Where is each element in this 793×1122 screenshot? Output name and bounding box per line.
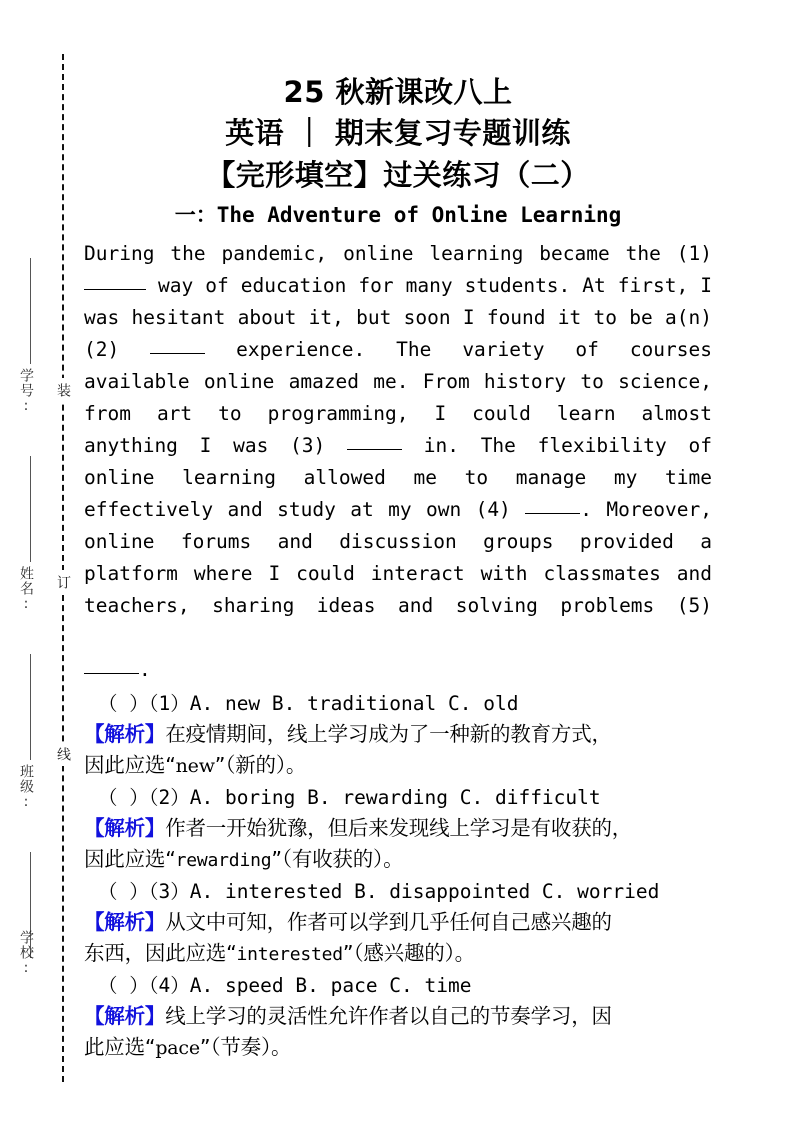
margin-label-student-id: 学号:	[18, 368, 34, 415]
question-prompt-1[interactable]: （ ）（1）A. new B. traditional C. old	[98, 692, 519, 715]
passage-segment-2: way of education for many students. At first, I was hesitant about it, but soon I found it to be a(n) (2)	[84, 274, 712, 361]
explanation-1-line-2	[84, 750, 712, 782]
explanation-text-1b: 因此应选“	[84, 753, 176, 777]
cloze-blank-1[interactable]	[84, 273, 146, 290]
cloze-blank-3[interactable]	[347, 433, 402, 450]
explanation-text-2a: 作者一开始犹豫，但后来发现线上学习是有收获的，	[165, 816, 633, 840]
explanation-text-2c: ”（有收获的）。	[271, 847, 404, 871]
margin-label-class: 班级:	[18, 764, 34, 811]
binding-char-ding: 订	[53, 570, 73, 594]
explanation-answer-3: interested	[236, 944, 343, 965]
passage-segment-1: During the pandemic, online learning became the (1)	[84, 242, 712, 265]
cloze-blank-5-line	[84, 654, 712, 686]
explanation-tag-1: 【解析】	[84, 722, 166, 746]
page-title-line-2: 英语 ｜ 期末复习专题训练	[225, 116, 571, 150]
explanation-2-line-1	[84, 813, 712, 844]
explanation-4-line-1	[84, 1001, 712, 1032]
binding-dashed-line	[62, 54, 64, 1082]
explanation-answer-2: rewarding	[175, 850, 272, 871]
worksheet-body	[84, 0, 712, 1064]
passage-segment-3: experience. The variety of courses available online amazed me. From history to science, from art to programming, I could learn almost anything I was (3)	[84, 338, 712, 457]
passage-segment-5: . Moreover, online forums and discussion groups provided a platform where I could interact with classmates and teachers, sharing ideas and solving problems (5)	[84, 498, 712, 617]
explanation-4-line-2	[84, 1032, 712, 1064]
explanation-text-3b: 东西，因此应选“	[84, 941, 237, 965]
margin-label-school: 学校:	[18, 930, 34, 977]
margin-rule-2	[30, 456, 31, 562]
binding-char-zhuang: 装	[53, 378, 73, 402]
explanation-text-4c: ”（节奏）。	[199, 1035, 292, 1059]
explanation-text-2b: 因此应选“	[84, 847, 176, 871]
binding-char-xian: 线	[53, 742, 73, 766]
explanation-text-3c: ”（感兴趣的）。	[342, 941, 475, 965]
question-prompt-4[interactable]: （ ）（4）A. speed B. pace C. time	[98, 974, 472, 997]
page-title-line-1: 25 秋新课改八上	[283, 75, 513, 109]
explanation-text-4b: 此应选“	[84, 1035, 156, 1059]
margin-rule-3	[30, 654, 31, 760]
explanation-3-line-1	[84, 907, 712, 938]
cloze-blank-2[interactable]	[150, 337, 205, 354]
explanation-text-1a: 在疫情期间，线上学习成为了一种新的教育方式，	[165, 722, 612, 746]
explanation-text-3a: 从文中可知，作者可以学到几乎任何自己感兴趣的	[165, 910, 612, 934]
questions-and-explanations	[84, 688, 712, 1064]
cloze-passage	[84, 238, 712, 654]
passage-segment-4: in. The flexibility of online learning allowed me to manage my time effectively and study at my own (4)	[84, 434, 712, 521]
section-subtitle: 一：The Adventure of Online Learning	[174, 203, 622, 227]
cloze-blank-4[interactable]	[525, 497, 580, 514]
explanation-tag-3: 【解析】	[84, 910, 166, 934]
explanation-tag-4: 【解析】	[84, 1004, 166, 1028]
question-prompt-2[interactable]: （ ）（2）A. boring B. rewarding C. difficult	[98, 786, 601, 809]
margin-rule-1	[30, 258, 31, 364]
explanation-2-line-2	[84, 844, 712, 876]
page-title-line-3: 【完形填空】过关练习（二）	[206, 158, 590, 192]
explanation-3-line-2	[84, 938, 712, 970]
exam-margin-strip	[0, 0, 80, 1122]
explanation-text-1c: ”（新的）。	[214, 753, 307, 777]
cloze-blank-5[interactable]	[84, 657, 139, 674]
question-prompt-3[interactable]: （ ）（3）A. interested B. disappointed C. worried	[98, 880, 660, 903]
margin-label-name: 姓名:	[18, 566, 34, 613]
explanation-1-line-1	[84, 719, 712, 750]
explanation-text-4a: 线上学习的灵活性允许作者以自己的节奏学习，因	[165, 1004, 612, 1028]
explanation-answer-4: pace	[155, 1037, 200, 1059]
passage-tail: .	[139, 658, 151, 681]
explanation-tag-2: 【解析】	[84, 816, 166, 840]
explanation-answer-1: new	[175, 755, 215, 777]
